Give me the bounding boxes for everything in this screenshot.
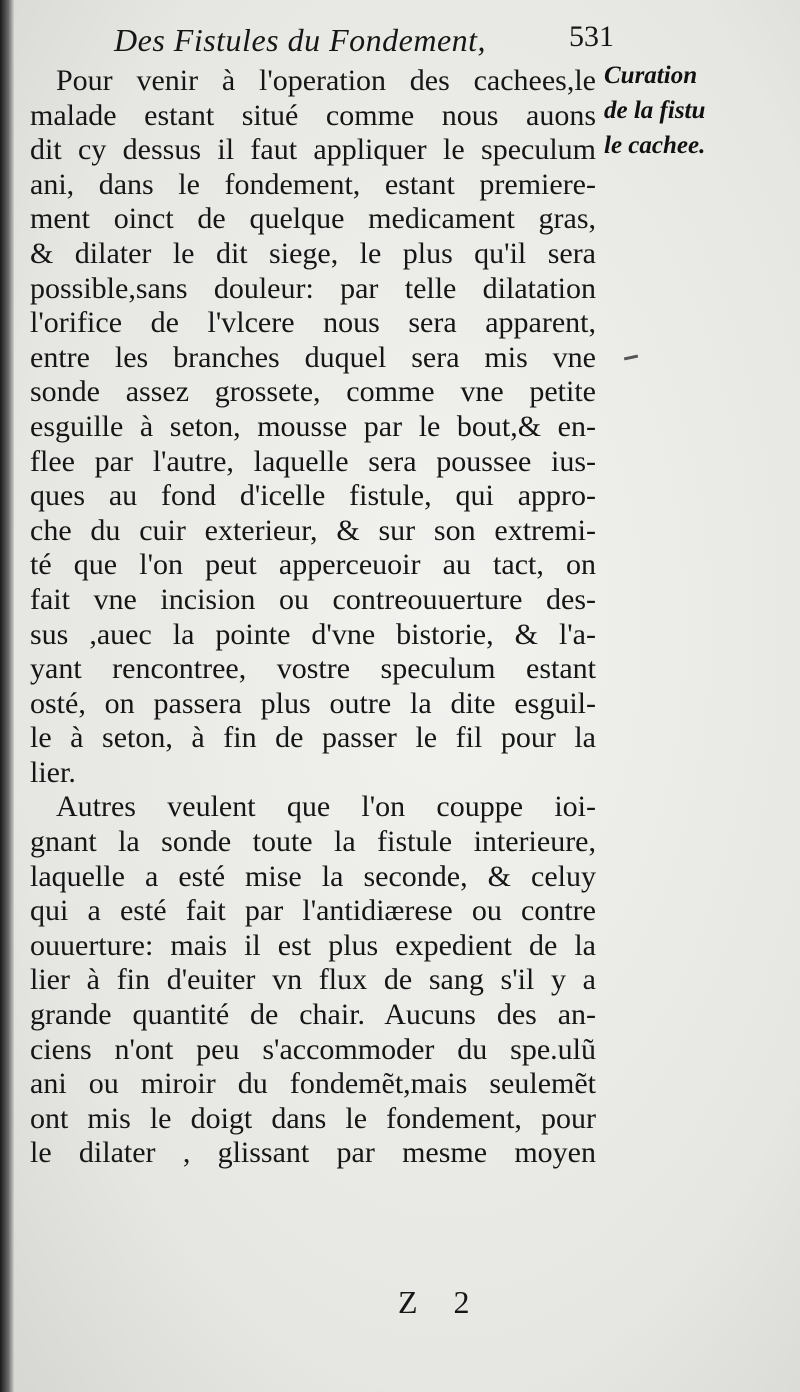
text-line: sonde assez grossete, comme vne petite [30, 375, 596, 409]
text-line: malade estant situé comme nous auons [30, 98, 596, 132]
paragraph-2 [30, 790, 596, 1171]
text-line: ment oinct de quelque medicament gras, [30, 202, 596, 236]
paragraph-1 [30, 64, 596, 790]
text-line: ani ou miroir du fondemẽt,mais seulemẽt [30, 1067, 596, 1101]
text-line: lier à fin d'euiter vn flux de sang s'il y a [30, 963, 596, 997]
text-line: fait vne incision ou contreouuerture des- [30, 582, 596, 616]
text-line: dit cy dessus il faut appliquer le speculum [30, 133, 596, 167]
text-line: che du cuir exterieur, & sur son extremi- [30, 513, 596, 547]
text-line: entre les branches duquel sera mis vne [30, 340, 596, 374]
body-text [30, 64, 596, 1171]
page-number: 531 [569, 20, 614, 53]
text-line: ani, dans le fondement, estant premiere- [30, 167, 596, 201]
text-line: osté, on passera plus outre la dite esguil- [30, 686, 596, 720]
text-line: sus ,auec la pointe d'vne bistorie, & l'a- [30, 617, 596, 651]
text-line: té que l'on peut apperceuoir au tact, on [30, 548, 596, 582]
marginal-note-line: le cachee. [604, 132, 706, 159]
text-line: le dilater , glissant par mesme moyen [30, 1136, 596, 1170]
marginal-note-line: Curation [604, 62, 698, 89]
text-line: ouuerture: mais il est plus expedient de la [30, 928, 596, 962]
running-title: Des Fistules du Fondement, [114, 22, 487, 58]
text-line: le à seton, à fin de passer le fil pour la [30, 721, 596, 755]
signature-mark: Z 2 [398, 1284, 484, 1320]
text-line: ciens n'ont peu s'accommoder du spe.ulũ [30, 1032, 596, 1066]
text-line: flee par l'autre, laquelle sera poussee ius- [30, 444, 596, 478]
text-line: laquelle a esté mise la seconde, & celuy [30, 859, 596, 893]
text-line: yant rencontree, vostre speculum estant [30, 652, 596, 686]
running-head [114, 18, 614, 62]
text-line: possible,sans douleur: par telle dilatation [30, 271, 596, 305]
text-line: ont mis le doigt dans le fondement, pour [30, 1101, 596, 1135]
text-line: esguille à seton, mousse par le bout,& en- [30, 409, 596, 443]
text-line: Autres veulent que l'on couppe ioi- [56, 790, 596, 824]
book-gutter-shadow [0, 0, 14, 1392]
text-line: & dilater le dit siege, le plus qu'il sera [30, 236, 596, 270]
text-line: Pour venir à l'operation des cachees,le [56, 64, 596, 97]
text-line: l'orifice de l'vlcere nous sera apparent, [30, 306, 596, 340]
text-line: qui a esté fait par l'antidiæresе ou contre [30, 894, 596, 928]
text-line: grande quantité de chair. Aucuns des an- [30, 998, 596, 1032]
marginal-note [604, 58, 794, 163]
text-line: lier. [30, 755, 76, 789]
marginal-note-line: de la fistu [604, 97, 706, 124]
text-line: gnant la sonde toute la fistule interieure, [30, 825, 596, 859]
text-line: ques au fond d'icelle fistule, qui appro- [30, 479, 596, 513]
